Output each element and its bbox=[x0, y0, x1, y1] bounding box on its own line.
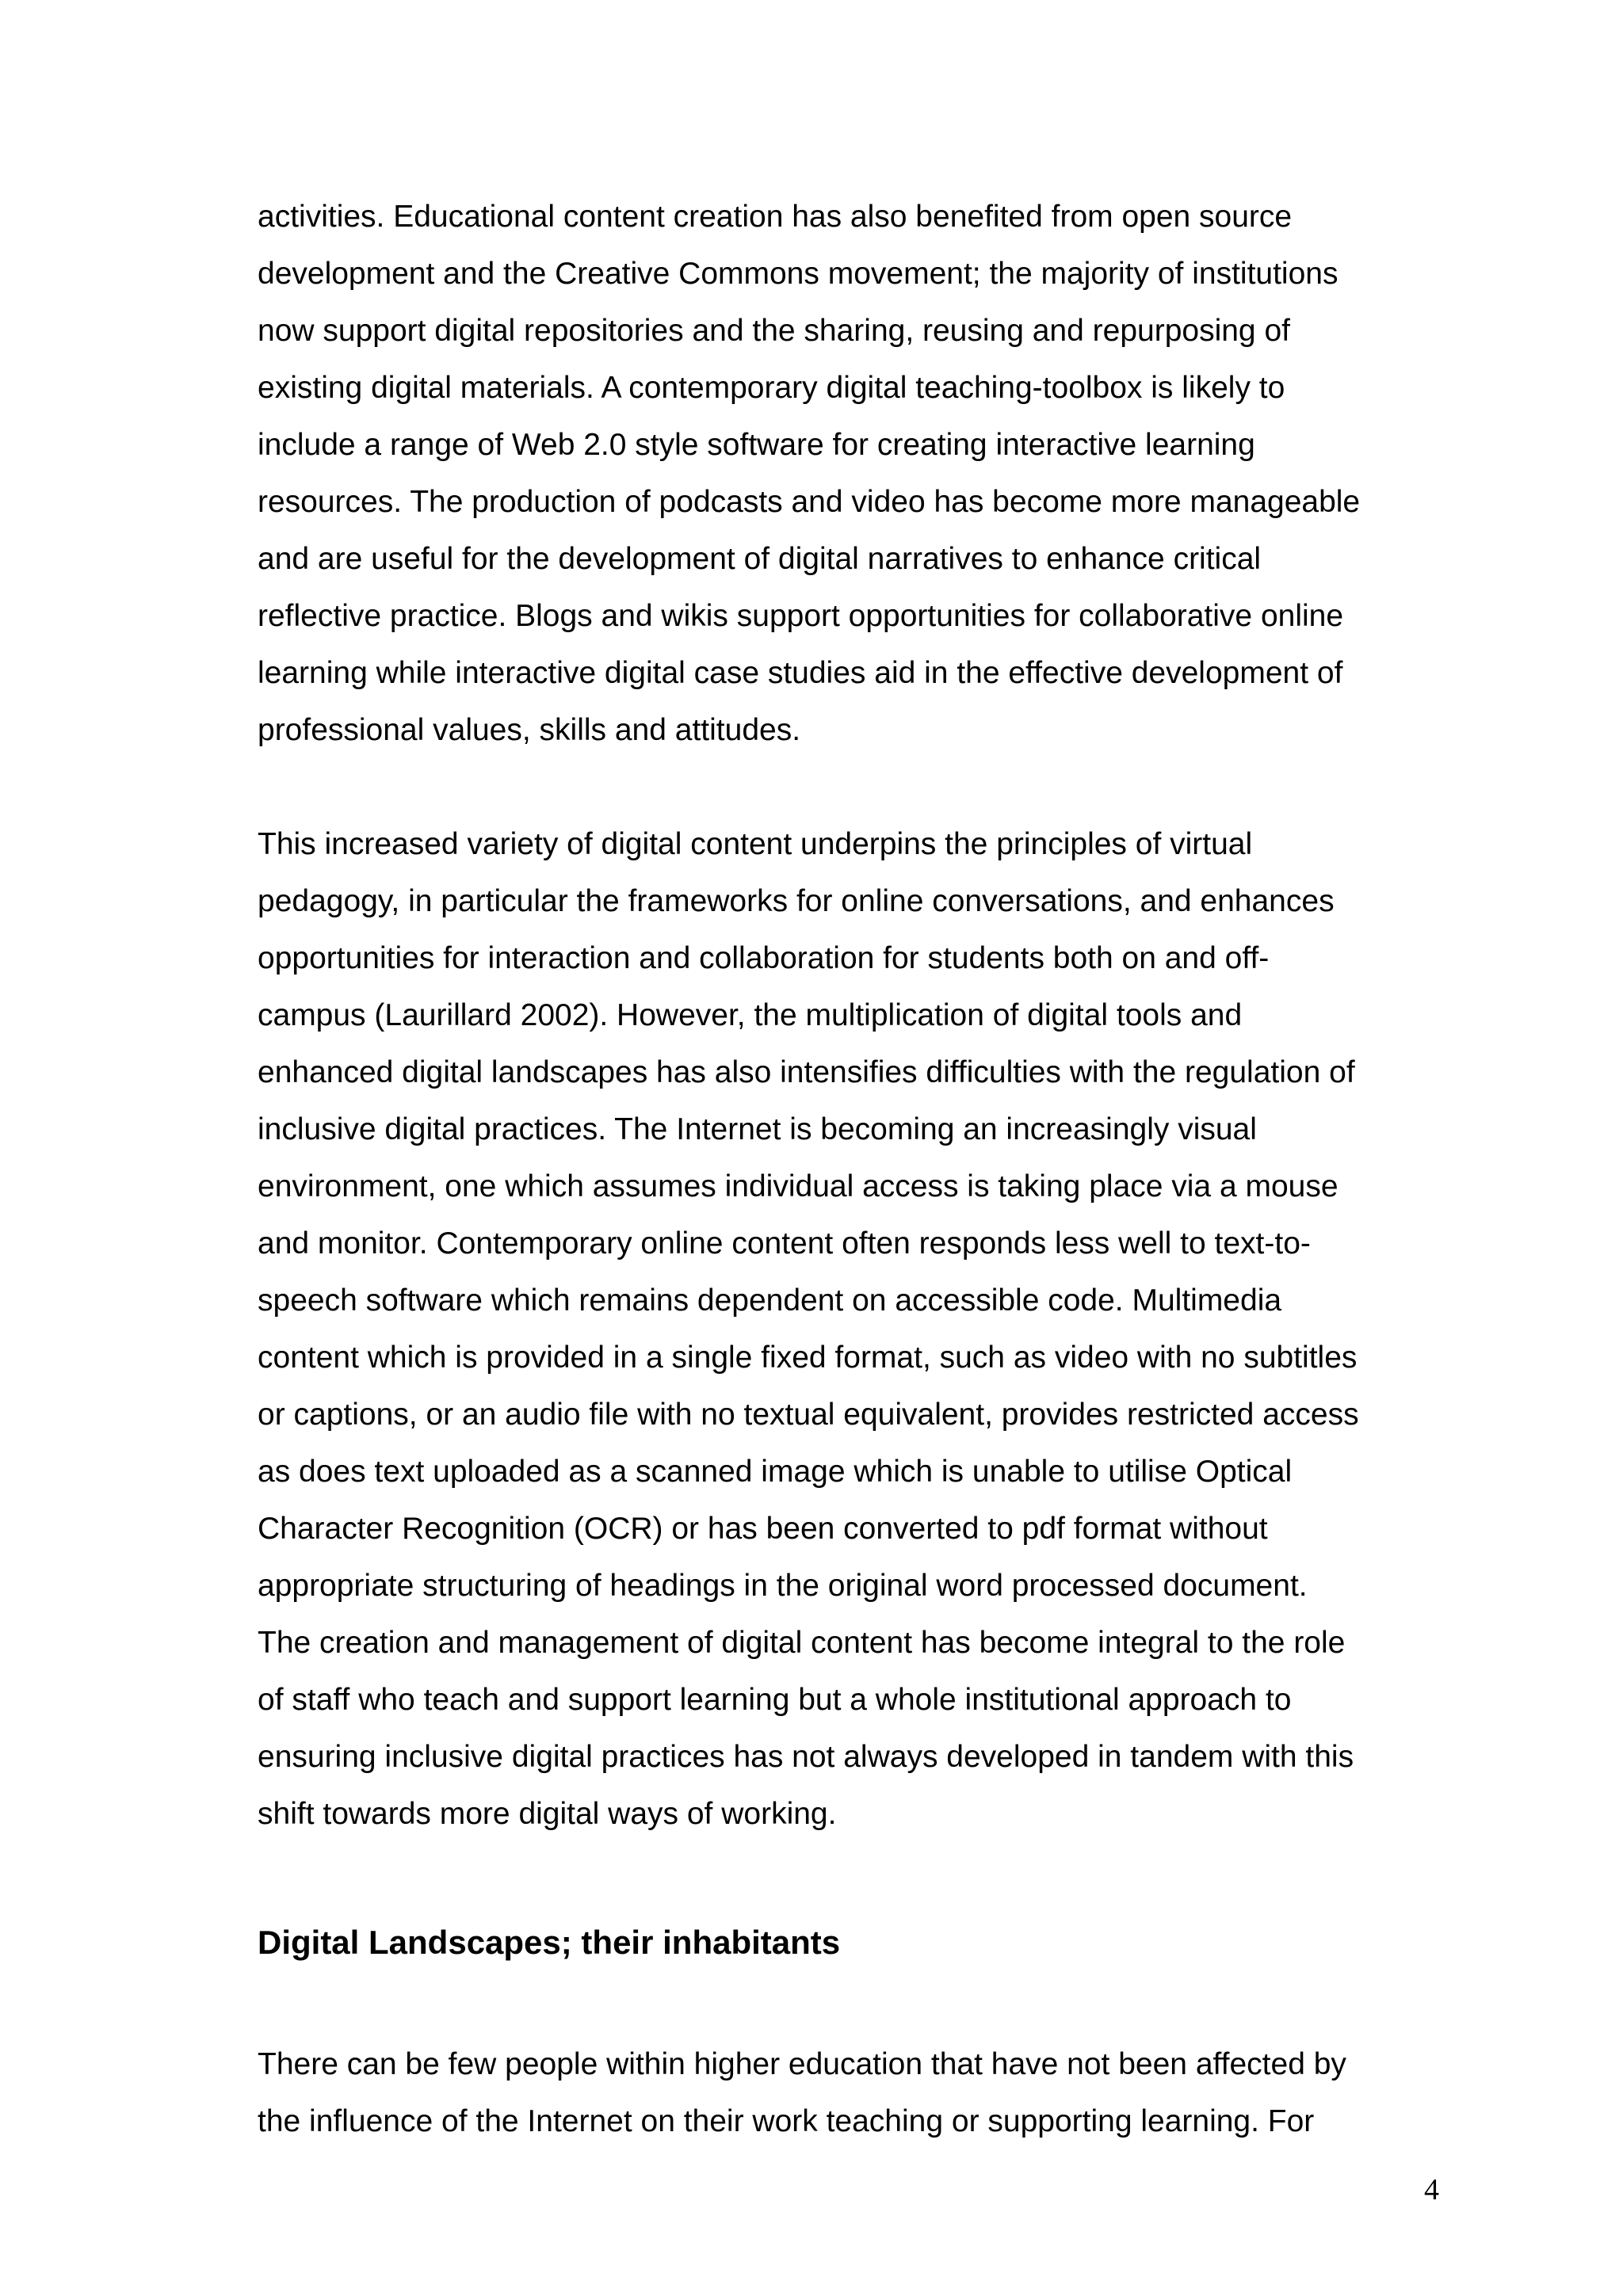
text-line: content which is provided in a single fixed format, such as video with no subtitles bbox=[258, 1341, 1358, 1375]
text-line: the influence of the Internet on their work teaching or supporting learning. For bbox=[258, 2104, 1315, 2138]
section-heading: Digital Landscapes; their inhabitants bbox=[258, 1924, 841, 1961]
text-line: professional values, skills and attitudes. bbox=[258, 713, 801, 747]
text-line: existing digital materials. A contemporary digital teaching-toolbox is likely to bbox=[258, 371, 1285, 405]
text-line: include a range of Web 2.0 style software for creating interactive learning bbox=[258, 428, 1255, 462]
text-line: inclusive digital practices. The Internet is becoming an increasingly visual bbox=[258, 1112, 1257, 1146]
text-line: speech software which remains dependent on accessible code. Multimedia bbox=[258, 1283, 1282, 1318]
text-line: There can be few people within higher education that have not been affected by bbox=[258, 2047, 1346, 2081]
text-line: development and the Creative Commons movement; the majority of institutions bbox=[258, 257, 1338, 291]
text-line: or captions, or an audio file with no textual equivalent, provides restricted access bbox=[258, 1398, 1359, 1432]
text-line: of staff who teach and support learning but a whole institutional approach to bbox=[258, 1683, 1292, 1717]
text-line: enhanced digital landscapes has also intensifies difficulties with the regulation of bbox=[258, 1055, 1355, 1089]
text-line: learning while interactive digital case studies aid in the effective development of bbox=[258, 656, 1343, 690]
text-line: This increased variety of digital content underpins the principles of virtual bbox=[258, 827, 1253, 861]
text-line: pedagogy, in particular the frameworks for online conversations, and enhances bbox=[258, 884, 1335, 918]
text-line: resources. The production of podcasts and video has become more manageable bbox=[258, 485, 1361, 519]
text-line: environment, one which assumes individual access is taking place via a mouse bbox=[258, 1169, 1338, 1203]
text-line: ensuring inclusive digital practices has not always developed in tandem with this bbox=[258, 1740, 1354, 1774]
text-line: campus (Laurillard 2002). However, the multiplication of digital tools and bbox=[258, 998, 1243, 1032]
text-line: shift towards more digital ways of working. bbox=[258, 1797, 837, 1831]
text-line: reflective practice. Blogs and wikis support opportunities for collaborative online bbox=[258, 599, 1344, 633]
text-line: opportunities for interaction and collaboration for students both on and off- bbox=[258, 941, 1270, 975]
text-line: and monitor. Contemporary online content often responds less well to text-to- bbox=[258, 1226, 1311, 1261]
text-line: and are useful for the development of digital narratives to enhance critical bbox=[258, 542, 1262, 576]
text-line: Character Recognition (OCR) or has been converted to pdf format without bbox=[258, 1512, 1268, 1546]
text-line: appropriate structuring of headings in the original word processed document. bbox=[258, 1569, 1308, 1603]
text-line: now support digital repositories and the sharing, reusing and repurposing of bbox=[258, 314, 1290, 348]
text-line: activities. Educational content creation has also benefited from open source bbox=[258, 200, 1293, 234]
text-line: The creation and management of digital content has become integral to the role bbox=[258, 1626, 1346, 1660]
text-line: as does text uploaded as a scanned image which is unable to utilise Optical bbox=[258, 1455, 1293, 1489]
page-number: 4 bbox=[1424, 2173, 1439, 2206]
